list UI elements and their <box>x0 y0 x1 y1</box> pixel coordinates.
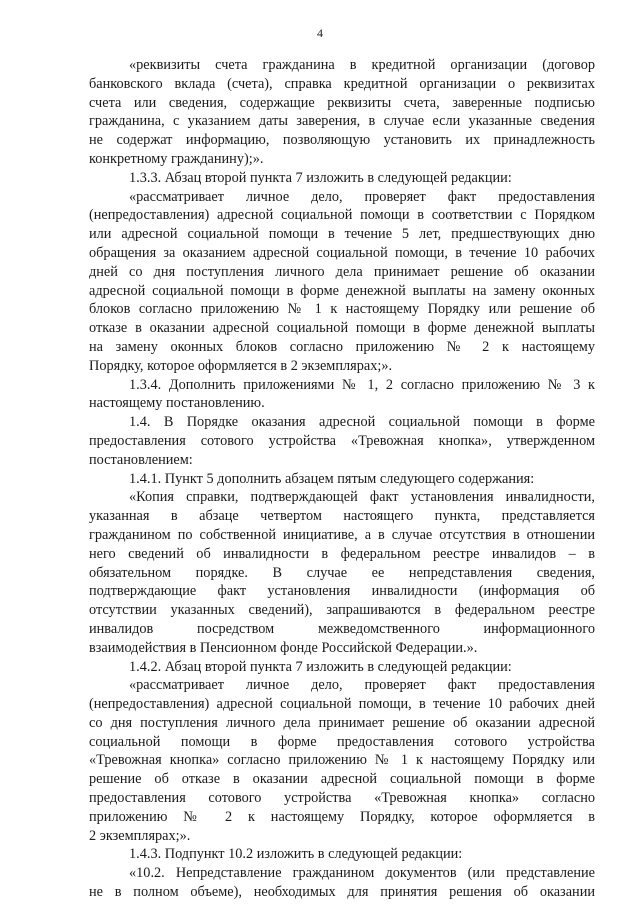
text-line: «рассматривает личное дело, проверяет факт предоставления <box>129 677 595 694</box>
document-body <box>89 56 595 902</box>
text-line: отсутствии указанных сведений), запрашиваются в федеральном реестре <box>89 602 595 619</box>
text-line: настоящему постановлению. <box>89 395 265 412</box>
text-line: или адресной социальной помощи в течение 5 лет, предшествующих дню <box>89 226 595 243</box>
text-line: предоставления сотового устройства «Тревожная кнопка», утвержденном <box>89 432 595 449</box>
text-line: банковского вклада (счета), справка кредитной организации о реквизитах <box>89 75 595 92</box>
text-line: «Тревожная кнопка» согласно приложению № 1 к настоящему Порядку или <box>89 752 595 769</box>
text-line: 1.4. В Порядке оказания адресной социальной помощи в форме <box>129 414 595 431</box>
text-line: взаимодействия в Пенсионном фонде Российской Федерации.». <box>89 639 478 656</box>
page-number: 4 <box>317 26 323 40</box>
text-line: социальной помощи в форме предоставления сотового устройства <box>89 733 595 750</box>
text-line: «10.2. Непредставление гражданином документов (или представление <box>129 865 595 882</box>
text-line: 1.4.2. Абзац второй пункта 7 изложить в следующей редакции: <box>129 658 512 675</box>
text-line: блоков согласно приложению № 1 к настоящему Порядку или решение об <box>89 301 595 318</box>
text-line: указанная в абзаце четвертом настоящего пункта, представляется <box>89 508 595 525</box>
text-line: гражданином по собственной инициативе, а в случае отсутствия в отношении <box>89 526 595 543</box>
text-line: 1.4.3. Подпункт 10.2 изложить в следующей редакции: <box>129 846 463 863</box>
text-line: со дня поступления личного дела принимает решение об оказании адресной <box>89 714 595 731</box>
paragraph-p2 <box>89 169 595 188</box>
text-line: счета или сведения, содержащие реквизиты счета, заверенные подписью <box>89 94 595 111</box>
text-line: постановлением: <box>89 451 193 468</box>
text-line: Порядку, которое оформляется в 2 экземплярах;». <box>89 357 393 374</box>
text-line: 1.3.3. Абзац второй пункта 7 изложить в следующей редакции: <box>129 169 512 186</box>
text-line: гражданина, с указанием даты заверения, в случае если указанные сведения <box>89 113 595 130</box>
text-line: не содержат информацию, позволяющую установить их принадлежность <box>89 132 595 149</box>
text-line: него сведений об инвалидности в федеральном реестре инвалидов – в <box>89 545 595 562</box>
text-line: предоставления сотового устройства «Тревожная кнопка» согласно <box>89 790 595 807</box>
paragraph-p11 <box>89 864 595 902</box>
paragraph-p5 <box>89 413 595 469</box>
paragraph-p4 <box>89 376 595 414</box>
text-line: «Копия справки, подтверждающей факт установления инвалидности, <box>129 489 595 506</box>
text-line: обращения за оказанием адресной социальной помощи, в течение 10 рабочих <box>89 244 595 261</box>
paragraph-p7 <box>89 488 595 657</box>
text-line: подтверждающие факт установления инвалидности (информация об <box>89 583 595 600</box>
text-line: приложению № 2 к настоящему Порядку, которое оформляется в <box>89 808 595 825</box>
paragraph-p10 <box>89 845 595 864</box>
paragraph-p8 <box>89 658 595 677</box>
text-line: 1.3.4. Дополнить приложениями № 1, 2 согласно приложению № 3 к <box>129 376 595 393</box>
text-line: на замену оконных блоков согласно приложению № 2 к настоящему <box>89 338 595 355</box>
text-line: не в полном объеме), необходимых для принятия решения об оказании <box>89 884 595 901</box>
text-line: решение об отказе в оказании адресной социальной помощи в форме <box>89 771 595 788</box>
text-line: инвалидов посредством межведомственного информационного <box>89 620 595 637</box>
text-line: обязательном порядке. В случае ее непредставления сведения, <box>89 564 595 581</box>
text-line: конкретному гражданину);». <box>89 150 264 167</box>
text-line: (непредоставления) адресной социальной помощи, в течение 10 рабочих дней <box>89 696 595 713</box>
text-line: отказе в оказании адресной социальной помощи в форме денежной выплаты <box>89 320 595 337</box>
paragraph-p3 <box>89 188 595 376</box>
text-line: дней со дня поступления личного дела принимает решение об оказании <box>89 263 595 280</box>
text-line: 2 экземплярах;». <box>89 827 191 844</box>
paragraph-p9 <box>89 676 595 845</box>
text-line: (непредоставления) адресной социальной помощи в соответствии с Порядком <box>89 207 595 224</box>
text-line: «реквизиты счета гражданина в кредитной организации (договор <box>129 57 595 73</box>
text-line: «рассматривает личное дело, проверяет факт предоставления <box>129 188 595 205</box>
paragraph-p1 <box>89 56 595 169</box>
text-line: адресной социальной помощи в форме денежной выплаты на замену оконных <box>89 282 595 299</box>
text-line: 1.4.1. Пункт 5 дополнить абзацем пятым следующего содержания: <box>129 470 535 487</box>
paragraph-p6 <box>89 470 595 489</box>
